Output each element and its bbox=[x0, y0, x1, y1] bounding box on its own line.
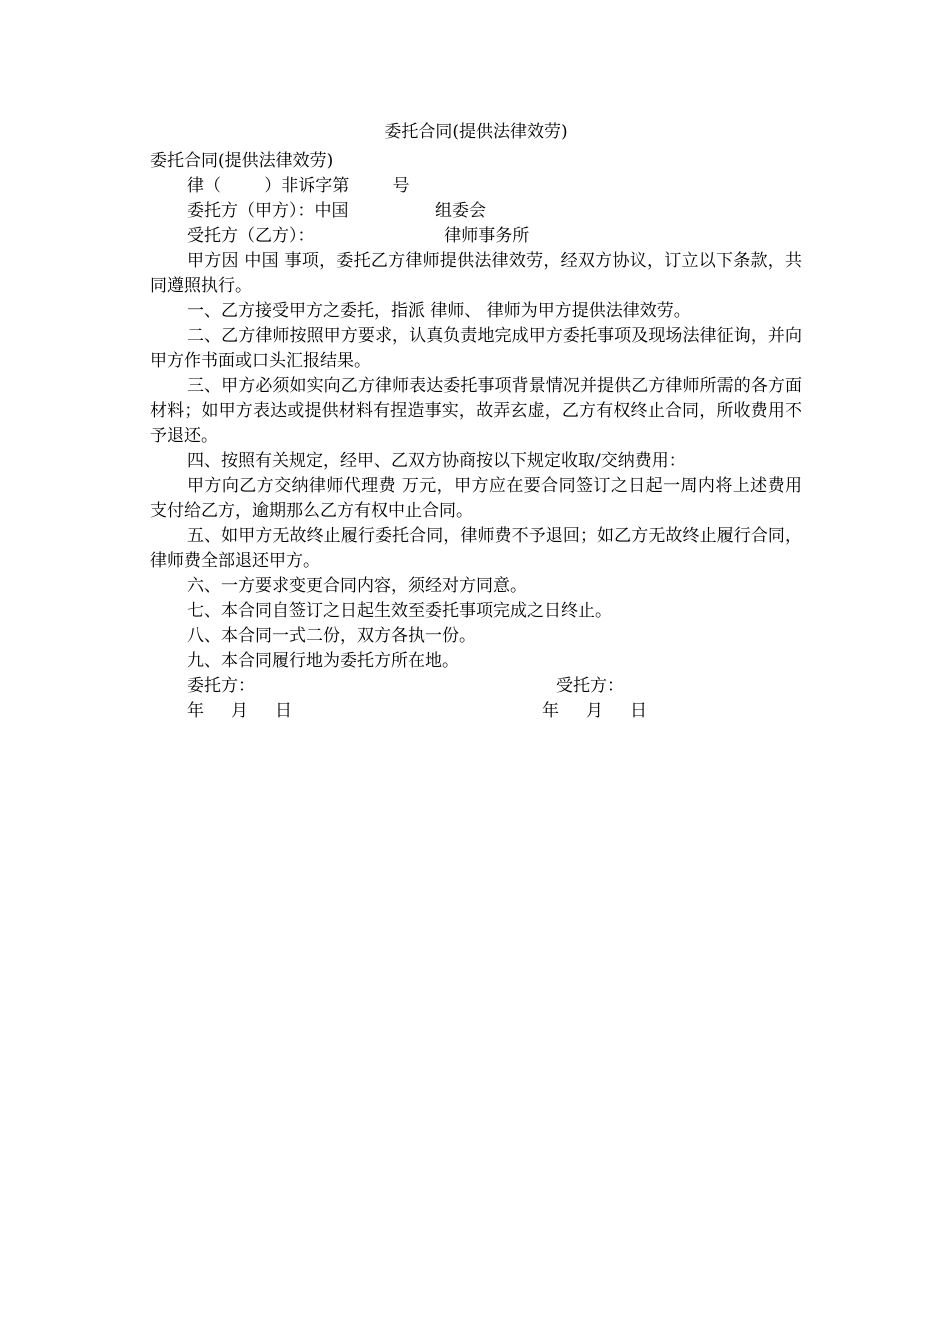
document-subtitle: 委托合同(提供法律效劳) bbox=[150, 151, 334, 171]
signature-row bbox=[150, 674, 802, 699]
intro-paragraph: 甲方因 中国 事项，委托乙方律师提供法律效劳，经双方协议，订立以下条款，共同遵照执行。 bbox=[150, 251, 802, 296]
date-party-b: 年 月 日 bbox=[542, 701, 648, 721]
date-party-a: 年 月 日 bbox=[187, 701, 293, 721]
clause-3: 三、甲方必须如实向乙方律师表达委托事项背景情况并提供乙方律师所需的各方面材料；如甲方表达或提供材料有捏造事实，故弄玄虚，乙方有权终止合同，所收费用不予退还。 bbox=[150, 376, 802, 446]
clause-2: 二、乙方律师按照甲方要求，认真负责地完成甲方委托事项及现场法律征询，并向甲方作书面或口头汇报结果。 bbox=[150, 326, 802, 371]
party-a: 委托方（甲方）：中国 组委会 bbox=[187, 201, 486, 221]
party-b: 受托方（乙方）： 律师事务所 bbox=[187, 226, 530, 246]
clause-9: 九、本合同履行地为委托方所在地。 bbox=[187, 651, 459, 671]
case-number: 律（ ）非诉字第 号 bbox=[187, 176, 410, 196]
document-page bbox=[150, 120, 802, 724]
signature-party-a: 委托方： bbox=[187, 676, 255, 696]
clause-1: 一、乙方接受甲方之委托，指派 律师、 律师为甲方提供法律效劳。 bbox=[187, 301, 691, 321]
signature-party-b: 受托方： bbox=[556, 676, 624, 696]
clause-4-fee: 甲方向乙方交纳律师代理费 万元，甲方应在要合同签订之日起一周内将上述费用支付给乙方，逾期那么乙方有权中止合同。 bbox=[150, 476, 802, 521]
document-title: 委托合同(提供法律效劳) bbox=[384, 122, 568, 142]
clause-5: 五、如甲方无故终止履行委托合同，律师费不予退回；如乙方无故终止履行合同，律师费全部退还甲方。 bbox=[150, 526, 802, 571]
clause-4: 四、按照有关规定，经甲、乙双方协商按以下规定收取/交纳费用： bbox=[187, 451, 686, 471]
clause-6: 六、一方要求变更合同内容，须经对方同意。 bbox=[187, 576, 527, 596]
date-row bbox=[150, 699, 802, 724]
clause-8: 八、本合同一式二份，双方各执一份。 bbox=[187, 626, 476, 646]
clause-7: 七、本合同自签订之日起生效至委托事项完成之日终止。 bbox=[187, 601, 612, 621]
